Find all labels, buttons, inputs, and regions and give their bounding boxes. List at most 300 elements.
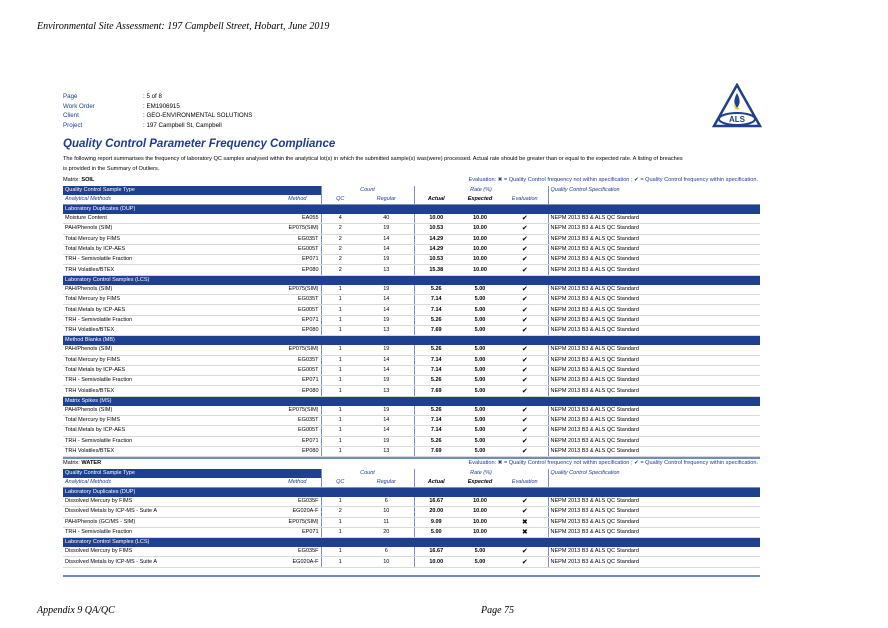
method-cell: EP075(SIM) <box>221 517 321 527</box>
regular-count-cell: 40 <box>359 214 414 224</box>
qc-count-cell: 2 <box>321 265 359 275</box>
analyte-cell: Total Mercury by FIMS <box>63 355 221 365</box>
actual-rate-cell: 15.38 <box>414 265 458 275</box>
intro-text: The following report summarises the frequency of laboratory QC samples analysed within the analytical lot(s) in which the submitted sample(s) was(were) processed. Actual rate should be greater than or equal to the expected rate. A listing of breaches is provided in the Summary of Outliers. <box>63 156 683 172</box>
regular-count-cell: 20 <box>359 527 414 537</box>
expected-rate-cell: 5.00 <box>458 365 502 375</box>
spec-cell: NEPM 2013 B3 & ALS QC Standard <box>548 517 760 527</box>
expected-header: Expected <box>458 195 502 205</box>
spec-cell: NEPM 2013 B3 & ALS QC Standard <box>548 426 760 436</box>
evaluation-cell: ✔ <box>502 557 548 567</box>
qc-count-cell: 1 <box>321 426 359 436</box>
evaluation-cell: ✔ <box>502 285 548 295</box>
matrix-label: Matrix: <box>63 460 80 466</box>
expected-rate-cell: 5.00 <box>458 557 502 567</box>
spec-cell: NEPM 2013 B3 & ALS QC Standard <box>548 547 760 557</box>
evaluation-cell: ✔ <box>502 244 548 254</box>
als-logo <box>712 83 762 129</box>
regular-count-cell: 13 <box>359 325 414 335</box>
table-row <box>63 507 760 517</box>
sample-type-header: Quality Control Sample Type <box>63 186 321 195</box>
section-title: Laboratory Control Samples (LCS) <box>63 538 760 548</box>
regular-count-cell: 13 <box>359 265 414 275</box>
actual-header: Actual <box>414 195 458 205</box>
actual-rate-cell: 5.26 <box>414 315 458 325</box>
expected-rate-cell: 5.00 <box>458 436 502 446</box>
evaluation-cell: ✖ <box>502 527 548 537</box>
spec-cell: NEPM 2013 B3 & ALS QC Standard <box>548 214 760 224</box>
evaluation-cell: ✔ <box>502 446 548 456</box>
evaluation-cell: ✔ <box>502 547 548 557</box>
table-row <box>63 386 760 396</box>
method-cell: EG020A-F <box>221 507 321 517</box>
evaluation-cell: ✔ <box>502 255 548 265</box>
regular-count-cell: 19 <box>359 224 414 234</box>
expected-rate-cell: 10.00 <box>458 265 502 275</box>
qc-count-cell: 1 <box>321 315 359 325</box>
meta-row-client <box>63 111 252 121</box>
evaluation-cell: ✔ <box>502 497 548 507</box>
spec-header: Quality Control Specification <box>548 186 760 195</box>
qc-count-cell: 1 <box>321 416 359 426</box>
regular-header: Regular <box>359 478 414 488</box>
expected-rate-cell: 5.00 <box>458 315 502 325</box>
spec-cell: NEPM 2013 B3 & ALS QC Standard <box>548 325 760 335</box>
table-row <box>63 365 760 375</box>
regular-count-cell: 14 <box>359 234 414 244</box>
regular-count-cell: 14 <box>359 365 414 375</box>
table-row <box>63 527 760 537</box>
actual-rate-cell: 14.29 <box>414 244 458 254</box>
regular-count-cell: 6 <box>359 497 414 507</box>
matrix-water-line <box>63 460 758 466</box>
qc-count-cell: 2 <box>321 507 359 517</box>
section-title: Laboratory Duplicates (DUP) <box>63 205 760 215</box>
spec-header: Quality Control Specification <box>548 469 760 478</box>
evaluation-cell: ✖ <box>502 517 548 527</box>
method-cell: EG035T <box>221 355 321 365</box>
method-cell: EP075(SIM) <box>221 285 321 295</box>
expected-rate-cell: 10.00 <box>458 234 502 244</box>
evaluation-cell: ✔ <box>502 426 548 436</box>
method-cell: EA055 <box>221 214 321 224</box>
expected-rate-cell: 10.00 <box>458 244 502 254</box>
expected-rate-cell: 5.00 <box>458 355 502 365</box>
expected-rate-cell: 10.00 <box>458 255 502 265</box>
matrix-soil-label <box>63 177 94 183</box>
spec-cell: NEPM 2013 B3 & ALS QC Standard <box>548 507 760 517</box>
regular-count-cell: 6 <box>359 547 414 557</box>
analyte-cell: TRH Volatiles/BTEX <box>63 265 221 275</box>
qc-count-cell: 2 <box>321 255 359 265</box>
section-header-row <box>63 336 760 346</box>
table-row <box>63 234 760 244</box>
evaluation-cell: ✔ <box>502 214 548 224</box>
analyte-cell: Total Metals by ICP-AES <box>63 426 221 436</box>
table-row <box>63 376 760 386</box>
page-title: Quality Control Parameter Frequency Compliance <box>63 138 336 150</box>
method-cell: EG005T <box>221 365 321 375</box>
evaluation-cell: ✔ <box>502 436 548 446</box>
qc-count-cell: 1 <box>321 295 359 305</box>
qc-count-cell: 2 <box>321 244 359 254</box>
analyte-cell: Dissolved Mercury by FIMS <box>63 497 221 507</box>
section-header-row <box>63 396 760 406</box>
spec-cell: NEPM 2013 B3 & ALS QC Standard <box>548 406 760 416</box>
table-row <box>63 255 760 265</box>
actual-rate-cell: 16.67 <box>414 497 458 507</box>
actual-rate-cell: 10.00 <box>414 557 458 567</box>
matrix-name: WATER <box>81 460 102 466</box>
qc-count-cell: 1 <box>321 365 359 375</box>
qc-count-cell: 1 <box>321 325 359 335</box>
actual-rate-cell: 5.26 <box>414 376 458 386</box>
actual-rate-cell: 5.26 <box>414 406 458 416</box>
spec-cell: NEPM 2013 B3 & ALS QC Standard <box>548 315 760 325</box>
spec-cell: NEPM 2013 B3 & ALS QC Standard <box>548 365 760 375</box>
expected-rate-cell: 10.00 <box>458 507 502 517</box>
spec-cell: NEPM 2013 B3 & ALS QC Standard <box>548 355 760 365</box>
spec-cell: NEPM 2013 B3 & ALS QC Standard <box>548 527 760 537</box>
qc-header: QC <box>321 478 359 488</box>
spec-cell: NEPM 2013 B3 & ALS QC Standard <box>548 497 760 507</box>
meta-row-work-order <box>63 102 252 112</box>
spec-cell: NEPM 2013 B3 & ALS QC Standard <box>548 416 760 426</box>
evaluation-cell: ✔ <box>502 386 548 396</box>
evaluation-cell: ✔ <box>502 234 548 244</box>
count-header: Count <box>321 186 414 195</box>
analyte-cell: PAH/Phenols (SIM) <box>63 406 221 416</box>
water-table-body <box>63 488 760 568</box>
analyte-cell: Total Mercury by FIMS <box>63 416 221 426</box>
method-cell: EP071 <box>221 527 321 537</box>
evaluation-cell: ✔ <box>502 325 548 335</box>
meta-label: Page <box>63 93 78 100</box>
expected-rate-cell: 5.00 <box>458 386 502 396</box>
expected-rate-cell: 5.00 <box>458 345 502 355</box>
regular-count-cell: 19 <box>359 376 414 386</box>
qc-count-cell: 1 <box>321 345 359 355</box>
regular-count-cell: 10 <box>359 557 414 567</box>
meta-value: : EM1906915 <box>143 102 180 110</box>
analyte-cell: PAH/Phenols (GC/MS - SIM) <box>63 517 221 527</box>
matrix-label: Matrix: <box>63 177 80 183</box>
meta-value: : 197 Campbell St, Campbell <box>143 121 222 129</box>
method-cell: EG035F <box>221 497 321 507</box>
method-cell: EP080 <box>221 265 321 275</box>
actual-rate-cell: 5.26 <box>414 436 458 446</box>
spec-cell: NEPM 2013 B3 & ALS QC Standard <box>548 386 760 396</box>
expected-rate-cell: 10.00 <box>458 224 502 234</box>
spec-cell: NEPM 2013 B3 & ALS QC Standard <box>548 436 760 446</box>
matrix-name: SOIL <box>81 177 95 183</box>
regular-count-cell: 14 <box>359 305 414 315</box>
soil-table-end-rule <box>63 457 760 459</box>
qc-count-cell: 1 <box>321 436 359 446</box>
evaluation-cell: ✔ <box>502 355 548 365</box>
soil-table-body <box>63 205 760 457</box>
method-cell: EP080 <box>221 325 321 335</box>
expected-rate-cell: 5.00 <box>458 305 502 315</box>
table-row <box>63 547 760 557</box>
method-header: Method <box>221 478 321 488</box>
actual-header: Actual <box>414 478 458 488</box>
actual-rate-cell: 7.69 <box>414 446 458 456</box>
analyte-cell: TRH Volatiles/BTEX <box>63 446 221 456</box>
qc-count-cell: 1 <box>321 547 359 557</box>
analyte-cell: TRH Volatiles/BTEX <box>63 325 221 335</box>
method-cell: EP075(SIM) <box>221 224 321 234</box>
qc-count-cell: 1 <box>321 527 359 537</box>
regular-count-cell: 14 <box>359 416 414 426</box>
expected-rate-cell: 5.00 <box>458 376 502 386</box>
table-row <box>63 285 760 295</box>
regular-count-cell: 13 <box>359 386 414 396</box>
analyte-cell: Total Mercury by FIMS <box>63 295 221 305</box>
report-meta <box>63 92 252 130</box>
rate-header: Rate (%) <box>414 469 548 478</box>
evaluation-cell: ✔ <box>502 376 548 386</box>
analyte-cell: TRH - Semivolatile Fraction <box>63 527 221 537</box>
qc-count-cell: 1 <box>321 386 359 396</box>
matrix-soil-line <box>63 177 758 183</box>
qc-count-cell: 1 <box>321 305 359 315</box>
spec-cell: NEPM 2013 B3 & ALS QC Standard <box>548 305 760 315</box>
section-header-row <box>63 205 760 215</box>
analyte-cell: TRH - Semivolatile Fraction <box>63 376 221 386</box>
section-header-row <box>63 488 760 498</box>
spec-header-blank <box>548 195 760 205</box>
method-cell: EG005T <box>221 244 321 254</box>
regular-count-cell: 19 <box>359 406 414 416</box>
spec-cell: NEPM 2013 B3 & ALS QC Standard <box>548 255 760 265</box>
spec-cell: NEPM 2013 B3 & ALS QC Standard <box>548 376 760 386</box>
method-cell: EP080 <box>221 446 321 456</box>
evaluation-cell: ✔ <box>502 345 548 355</box>
evaluation-cell: ✔ <box>502 416 548 426</box>
analyte-cell: Dissolved Mercury by FIMS <box>63 547 221 557</box>
count-header: Count <box>321 469 414 478</box>
analyte-cell: TRH Volatiles/BTEX <box>63 386 221 396</box>
actual-rate-cell: 20.00 <box>414 507 458 517</box>
table-row <box>63 436 760 446</box>
actual-rate-cell: 5.26 <box>414 345 458 355</box>
method-cell: EG035T <box>221 416 321 426</box>
table-row <box>63 416 760 426</box>
meta-label: Project <box>63 121 83 129</box>
logo-text: ALS <box>729 115 745 124</box>
expected-header: Expected <box>458 478 502 488</box>
table-row <box>63 406 760 416</box>
expected-rate-cell: 5.00 <box>458 547 502 557</box>
evaluation-cell: ✔ <box>502 365 548 375</box>
spec-cell: NEPM 2013 B3 & ALS QC Standard <box>548 295 760 305</box>
method-cell: EP080 <box>221 386 321 396</box>
document-footer-page: Page 75 <box>481 605 515 616</box>
meta-row-project <box>63 121 252 131</box>
regular-count-cell: 10 <box>359 507 414 517</box>
table-row <box>63 426 760 436</box>
soil-qc-table <box>63 186 760 457</box>
document-footer-left: Appendix 9 QA/QC <box>37 605 115 616</box>
header-row-1 <box>63 469 760 478</box>
meta-row-page <box>63 92 252 102</box>
evaluation-cell: ✔ <box>502 305 548 315</box>
spec-cell: NEPM 2013 B3 & ALS QC Standard <box>548 234 760 244</box>
analyte-cell: Dissolved Metals by ICP-MS - Suite A <box>63 557 221 567</box>
actual-rate-cell: 9.09 <box>414 517 458 527</box>
analyte-cell: TRH - Semivolatile Fraction <box>63 255 221 265</box>
section-title: Matrix Spikes (MS) <box>63 396 760 406</box>
method-cell: EG035T <box>221 295 321 305</box>
actual-rate-cell: 7.69 <box>414 386 458 396</box>
actual-rate-cell: 14.29 <box>414 234 458 244</box>
analyte-cell: Total Metals by ICP-AES <box>63 365 221 375</box>
regular-count-cell: 19 <box>359 436 414 446</box>
spec-header-blank <box>548 478 760 488</box>
matrix-water-label <box>63 460 101 466</box>
analyte-cell: PAH/Phenols (SIM) <box>63 285 221 295</box>
method-cell: EG035F <box>221 547 321 557</box>
method-cell: EG005T <box>221 305 321 315</box>
analyte-cell: PAH/Phenols (SIM) <box>63 224 221 234</box>
spec-cell: NEPM 2013 B3 & ALS QC Standard <box>548 345 760 355</box>
qc-count-cell: 1 <box>321 355 359 365</box>
spec-cell: NEPM 2013 B3 & ALS QC Standard <box>548 224 760 234</box>
analyte-cell: Moisture Content <box>63 214 221 224</box>
table-row <box>63 265 760 275</box>
table-row <box>63 315 760 325</box>
spec-cell: NEPM 2013 B3 & ALS QC Standard <box>548 446 760 456</box>
rate-header: Rate (%) <box>414 186 548 195</box>
qc-count-cell: 1 <box>321 376 359 386</box>
analyte-cell: PAH/Phenols (SIM) <box>63 345 221 355</box>
spec-cell: NEPM 2013 B3 & ALS QC Standard <box>548 557 760 567</box>
table-row <box>63 345 760 355</box>
analyte-cell: Total Metals by ICP-AES <box>63 305 221 315</box>
table-row <box>63 244 760 254</box>
meta-value: : GEO-ENVIRONMENTAL SOLUTIONS <box>143 112 253 119</box>
actual-rate-cell: 10.53 <box>414 224 458 234</box>
meta-label: Client <box>63 112 79 119</box>
regular-count-cell: 13 <box>359 446 414 456</box>
evaluation-legend: Evaluation: ✖ = Quality Control frequency not within specification ; ✔ = Quality Control frequency within specification. <box>468 460 758 466</box>
section-header-row <box>63 275 760 285</box>
expected-rate-cell: 10.00 <box>458 497 502 507</box>
actual-rate-cell: 7.14 <box>414 365 458 375</box>
document-header: Environmental Site Assessment: 197 Campbell Street, Hobart, June 2019 <box>37 21 330 32</box>
table-row <box>63 446 760 456</box>
analyte-cell: Total Metals by ICP-AES <box>63 244 221 254</box>
expected-rate-cell: 10.00 <box>458 527 502 537</box>
analytical-methods-header: Analytical Methods <box>63 195 221 205</box>
qc-header: QC <box>321 195 359 205</box>
evaluation-cell: ✔ <box>502 406 548 416</box>
analyte-cell: Dissolved Metals by ICP-MS - Suite A <box>63 507 221 517</box>
expected-rate-cell: 5.00 <box>458 446 502 456</box>
table-row <box>63 224 760 234</box>
qc-count-cell: 1 <box>321 285 359 295</box>
analyte-cell: TRH - Semivolatile Fraction <box>63 436 221 446</box>
table-row <box>63 355 760 365</box>
header-row-2 <box>63 195 760 205</box>
method-header: Method <box>221 195 321 205</box>
method-cell: EP071 <box>221 315 321 325</box>
regular-count-cell: 19 <box>359 315 414 325</box>
actual-rate-cell: 7.14 <box>414 305 458 315</box>
method-cell: EP071 <box>221 376 321 386</box>
method-cell: EP071 <box>221 255 321 265</box>
spec-cell: NEPM 2013 B3 & ALS QC Standard <box>548 265 760 275</box>
analyte-cell: Total Mercury by FIMS <box>63 234 221 244</box>
regular-count-cell: 11 <box>359 517 414 527</box>
expected-rate-cell: 5.00 <box>458 416 502 426</box>
water-table-end-rule <box>63 575 760 577</box>
water-qc-table <box>63 469 760 568</box>
analytical-methods-header: Analytical Methods <box>63 478 221 488</box>
meta-label: Work Order <box>63 102 95 110</box>
header-row-2 <box>63 478 760 488</box>
regular-count-cell: 14 <box>359 355 414 365</box>
actual-rate-cell: 10.53 <box>414 255 458 265</box>
expected-rate-cell: 10.00 <box>458 214 502 224</box>
method-cell: EP075(SIM) <box>221 406 321 416</box>
section-title: Laboratory Control Samples (LCS) <box>63 275 760 285</box>
header-row-1 <box>63 186 760 195</box>
method-cell: EG020A-F <box>221 557 321 567</box>
table-row <box>63 295 760 305</box>
table-row <box>63 325 760 335</box>
expected-rate-cell: 5.00 <box>458 295 502 305</box>
table-row <box>63 305 760 315</box>
evaluation-header: Evaluation <box>502 195 548 205</box>
actual-rate-cell: 5.00 <box>414 527 458 537</box>
sample-type-header: Quality Control Sample Type <box>63 469 321 478</box>
regular-header: Regular <box>359 195 414 205</box>
evaluation-legend: Evaluation: ✖ = Quality Control frequency not within specification ; ✔ = Quality Control frequency within specification. <box>468 177 758 183</box>
evaluation-cell: ✔ <box>502 507 548 517</box>
expected-rate-cell: 5.00 <box>458 406 502 416</box>
regular-count-cell: 19 <box>359 285 414 295</box>
spec-cell: NEPM 2013 B3 & ALS QC Standard <box>548 244 760 254</box>
analyte-cell: TRH - Semivolatile Fraction <box>63 315 221 325</box>
regular-count-cell: 14 <box>359 426 414 436</box>
evaluation-cell: ✔ <box>502 224 548 234</box>
actual-rate-cell: 7.14 <box>414 355 458 365</box>
spec-cell: NEPM 2013 B3 & ALS QC Standard <box>548 285 760 295</box>
table-row <box>63 214 760 224</box>
evaluation-cell: ✔ <box>502 265 548 275</box>
regular-count-cell: 19 <box>359 255 414 265</box>
evaluation-header: Evaluation <box>502 478 548 488</box>
qc-count-cell: 1 <box>321 446 359 456</box>
qc-count-cell: 1 <box>321 557 359 567</box>
regular-count-cell: 14 <box>359 295 414 305</box>
actual-rate-cell: 7.14 <box>414 416 458 426</box>
actual-rate-cell: 10.00 <box>414 214 458 224</box>
actual-rate-cell: 7.69 <box>414 325 458 335</box>
method-cell: EP075(SIM) <box>221 345 321 355</box>
qc-count-cell: 1 <box>321 406 359 416</box>
qc-count-cell: 1 <box>321 517 359 527</box>
qc-count-cell: 4 <box>321 214 359 224</box>
section-title: Laboratory Duplicates (DUP) <box>63 488 760 498</box>
section-title: Method Blanks (MB) <box>63 336 760 346</box>
actual-rate-cell: 5.26 <box>414 285 458 295</box>
table-row <box>63 557 760 567</box>
expected-rate-cell: 5.00 <box>458 325 502 335</box>
meta-value: : 5 of 8 <box>143 93 162 100</box>
